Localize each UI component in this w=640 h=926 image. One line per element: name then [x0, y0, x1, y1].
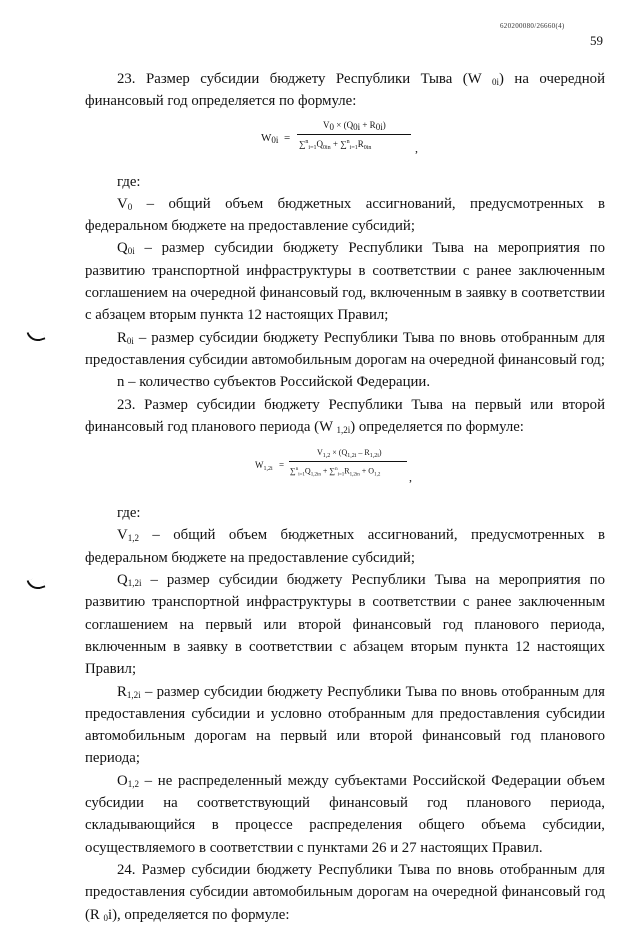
paragraph-24: 24. Размер субсидии бюджету Республики Тыва по вновь отобранным для предоставления субсидии автомобильным дорогам на очередной финансовый год (R $_0$i), определяется по формуле: [85, 861, 605, 923]
formula-2-denominator: $\sum^n_{i=1}Q_{1,2in} + \sum^n_{i=1}R_{1,2in} + O_{1,2}$ [290, 466, 381, 478]
formula-2-numerator: $V_{1,2} \times (Q_{1,2i} - R_{1,2i})$ [317, 448, 382, 460]
formula-w0i: $W_{0i}$ = $V_0 \times (Q_{0i} + R_{0i})$ $\sum^n_{i=1}Q_{0in} + \sum^n_{i=1}R_{0in}$ , [261, 119, 418, 155]
formula-1-fraction-line [297, 134, 411, 135]
definition-o12: $O_{1,2}$ – не распределенный между субъектами Российской Федерации объем субсидии на соответствующий финансовый год планового периода, складывающийся в процессе распределения общего объема субсидии, осуществляемого в соответствии с пунктами 26 и 27 настоящих Правил. [85, 772, 605, 856]
formula-1-denominator: $\sum^n_{i=1}Q_{0in} + \sum^n_{i=1}R_{0in}$ [299, 138, 372, 151]
where-label-2: где: [117, 505, 141, 522]
paragraph-23-intro: 23. Размер субсидии бюджету Республики Тыва (W $_{0i}$) на очередной финансовый год определяется по формуле: [85, 71, 605, 110]
document-id: 620200080/26660(4) [500, 22, 565, 30]
definition-n: n – количество субъектов Российской Федерации. [117, 374, 431, 391]
formula-w12i: $W_{1,2i}$ = $V_{1,2} \times (Q_{1,2i} - R_{1,2i})$ $\sum^n_{i=1}Q_{1,2in} + \sum^n_{i=1}R_{1,2in} + O_{1,2}$ , [255, 448, 412, 485]
document-body [85, 68, 605, 926]
binding-hole-mark-bottom [27, 576, 46, 592]
definition-q12i: $Q_{1,2i}$ – размер субсидии бюджету Республики Тыва на мероприятия по развитию транспортной инфраструктуры в соответствии с ранее заключенным соглашением на первый или второй финансовый год планового периода, включенным в заявку в соответствии с абзацем вторым пункта 12 настоящих Правил; [85, 572, 605, 678]
where-label: где: [117, 173, 141, 190]
paragraph-23-planning: 23. Размер субсидии бюджету Республики Тыва на первый или второй финансовый год планового периода (W $_{1,2i}$) определяется по формуле: [85, 396, 605, 435]
formula-1-numerator: $V_0 \times (Q_{0i} + R_{0i})$ [323, 119, 386, 132]
definition-r12i: $R_{1,2i}$ – размер субсидии бюджету Республики Тыва по вновь отобранным для предоставления субсидии и условно отобранным для предоставления субсидии автомобильным дорогам на первый или второй финансовый год планового периода; [85, 683, 605, 767]
definition-v12: $V_{1,2}$ – общий объем бюджетных ассигнований, предусмотренных в федеральном бюджете на предоставление субсидий; [85, 527, 605, 566]
formula-2-fraction-line [289, 461, 407, 462]
binding-hole-mark-top [27, 328, 46, 344]
definition-r0i: $R_{0i}$ – размер субсидии бюджету Республики Тыва по вновь отобранным для предоставления субсидии автомобильным дорогам на очередной финансовый год; [85, 329, 605, 368]
definition-q0i: $Q_{0i}$ – размер субсидии бюджету Республики Тыва на мероприятия по развитию транспортной инфраструктуры в соответствии с ранее заключенным соглашением на очередной финансовый год, включенным в заявку в соответствии с абзацем вторым пункта 12 настоящих Правил; [85, 240, 605, 324]
definition-v0: $V_0$ – общий объем бюджетных ассигнований, предусмотренных в федеральном бюджете на предоставление субсидий; [85, 195, 605, 235]
page-number: 59 [590, 33, 603, 48]
